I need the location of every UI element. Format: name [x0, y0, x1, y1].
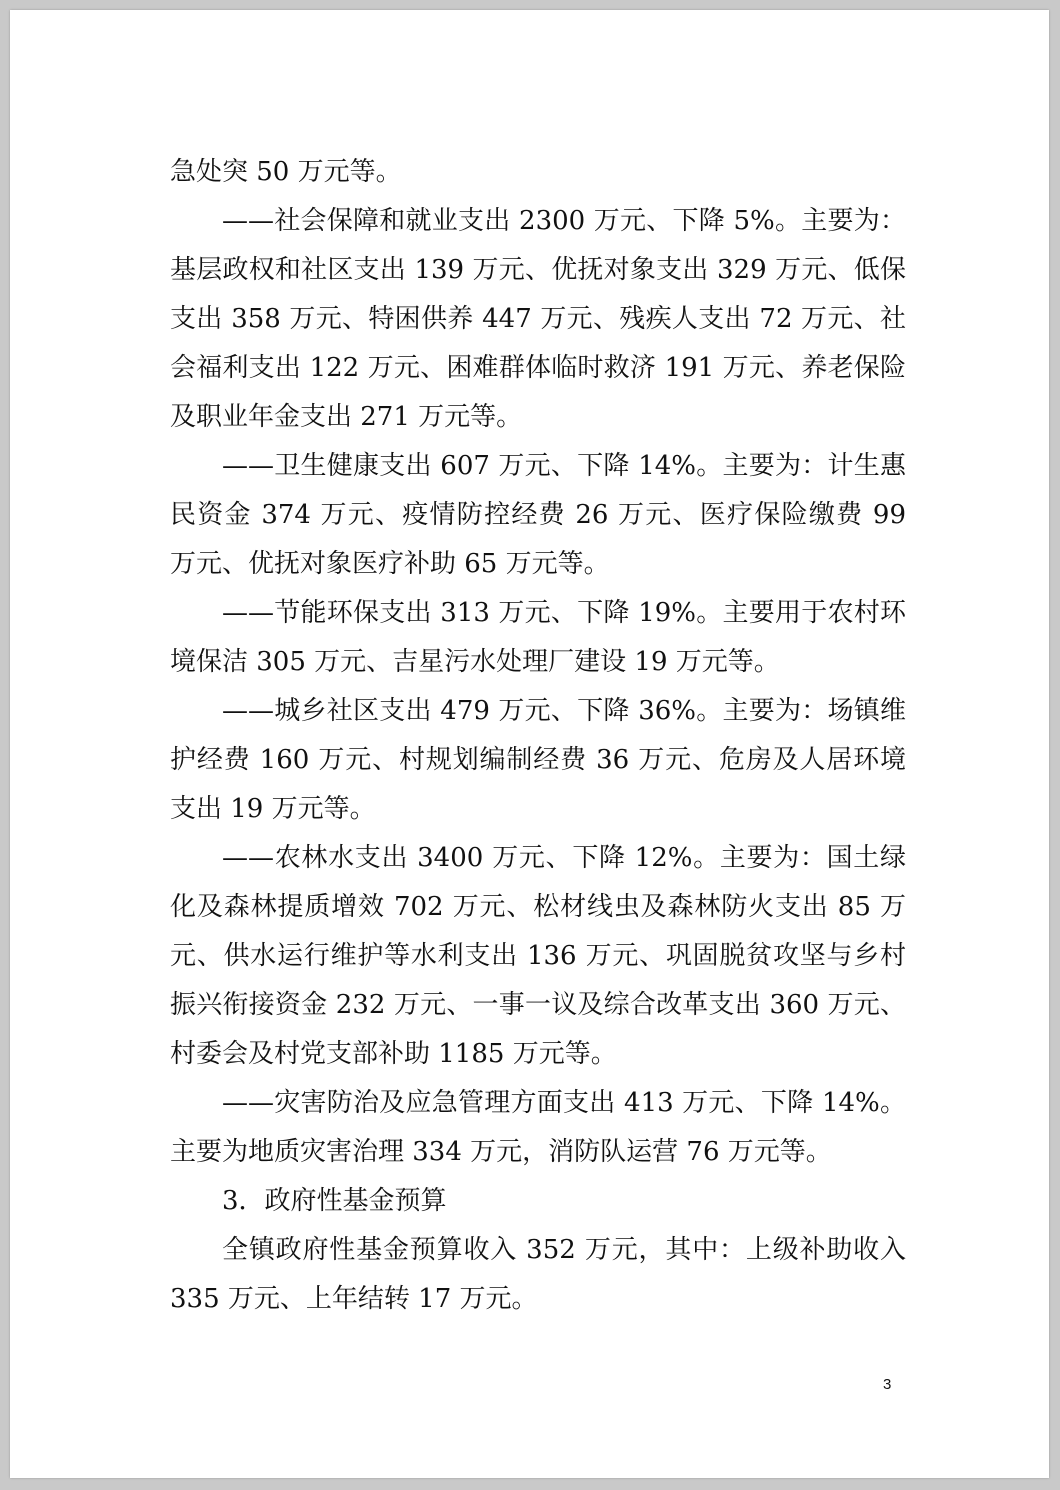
document-page — [10, 10, 1049, 1478]
paragraph-continuation: 急处突 50 万元等。 — [170, 157, 402, 187]
paragraph-health: ——卫生健康支出 607 万元、下降 14%。主要为：计生惠民资金 374 万元、疫情防控经费 26 万元、医疗保险缴费 99 万元、优抚对象医疗补助 65 万元等。 — [170, 451, 906, 579]
paragraph-fund-income: 全镇政府性基金预算收入 352 万元，其中：上级补助收入 335 万元、上年结转 17 万元。 — [170, 1235, 906, 1314]
paragraph-environment: ——节能环保支出 313 万元、下降 19%。主要用于农村环境保洁 305 万元、吉星污水处理厂建设 19 万元等。 — [170, 598, 906, 677]
document-body — [170, 148, 906, 1324]
page-number: 3 — [883, 1376, 892, 1393]
paragraph-disaster: ——灾害防治及应急管理方面支出 413 万元、下降 14%。主要为地质灾害治理 334 万元，消防队运营 76 万元等。 — [170, 1088, 906, 1167]
paragraph-social-security: ——社会保障和就业支出 2300 万元、下降 5%。主要为：基层政权和社区支出 139 万元、优抚对象支出 329 万元、低保支出 358 万元、特困供养 447 万元、残疾人支出 72 万元、社会福利支出 122 万元、困难群体临时救济 191 万元、养老保险及职业年金支出 271 万元等。 — [170, 206, 906, 432]
paragraph-urban-rural: ——城乡社区支出 479 万元、下降 36%。主要为：场镇维护经费 160 万元、村规划编制经费 36 万元、危房及人居环境支出 19 万元等。 — [170, 696, 906, 824]
section-heading-fund-budget: 3．政府性基金预算 — [222, 1186, 447, 1216]
paragraph-agriculture: ——农林水支出 3400 万元、下降 12%。主要为：国土绿化及森林提质增效 702 万元、松材线虫及森林防火支出 85 万元、供水运行维护等水利支出 136 万元、巩固脱贫攻坚与乡村振兴衔接资金 232 万元、一事一议及综合改革支出 360 万元、村委会及村党支部补助 1185 万元等。 — [170, 843, 906, 1069]
